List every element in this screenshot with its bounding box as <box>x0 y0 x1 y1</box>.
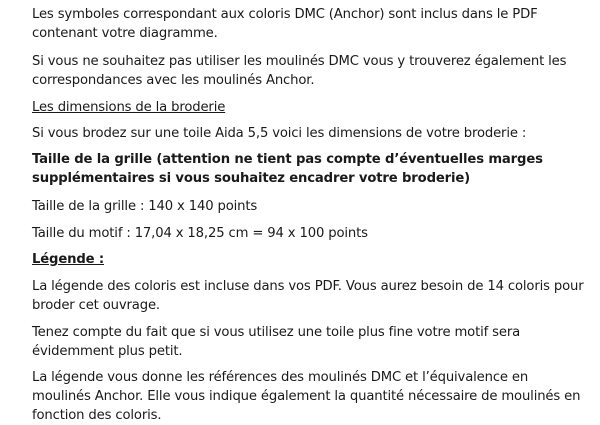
text-line: La légende des coloris est incluse dans vos PDF. Vous aurez besoin de 14 coloris pour <box>32 279 584 294</box>
text-line: évidemment plus petit. <box>32 344 183 359</box>
paragraph-aida: Si vous brodez sur une toile Aida 5,5 voici les dimensions de votre broderie : <box>32 126 527 141</box>
text-line: correspondances avec les moulinés Anchor. <box>32 73 315 88</box>
text-line: Les symboles correspondant aux coloris DMC (Anchor) sont inclus dans le PDF <box>32 7 538 22</box>
text-line: La légende vous donne les références des moulinés DMC et l’équivalence en <box>32 370 529 385</box>
text-line: Si vous ne souhaitez pas utiliser les moulinés DMC vous y trouverez également les <box>32 54 567 69</box>
text-line: fonction des coloris. <box>32 408 162 423</box>
paragraph-dmc-anchor <box>32 52 566 90</box>
text-line: Tenez compte du fait que si vous utilisez une toile plus fine votre motif sera <box>32 325 521 340</box>
text-line: contenant votre diagramme. <box>32 26 218 41</box>
paragraph-symbols <box>32 5 538 43</box>
text-line: broder cet ouvrage. <box>32 298 160 313</box>
grid-size-value: Taille de la grille : 140 x 140 points <box>32 199 258 214</box>
text-line: Taille de la grille (attention ne tient pas compte d’éventuelles marges <box>32 152 543 167</box>
motif-size-value: Taille du motif : 17,04 x 18,25 cm = 94 x 100 points <box>32 226 368 241</box>
paragraph-finer-fabric <box>32 323 520 361</box>
paragraph-legend-colors <box>32 277 583 315</box>
heading-grid-size <box>32 150 543 188</box>
paragraph-legend-references <box>32 368 580 425</box>
text-line: moulinés Anchor. Elle vous indique également la quantité nécessaire de moulinés en <box>32 389 581 404</box>
heading-legend: Légende : <box>32 252 105 267</box>
text-line: supplémentaires si vous souhaitez encadrer votre broderie) <box>32 171 471 186</box>
heading-dimensions: Les dimensions de la broderie <box>32 100 226 115</box>
